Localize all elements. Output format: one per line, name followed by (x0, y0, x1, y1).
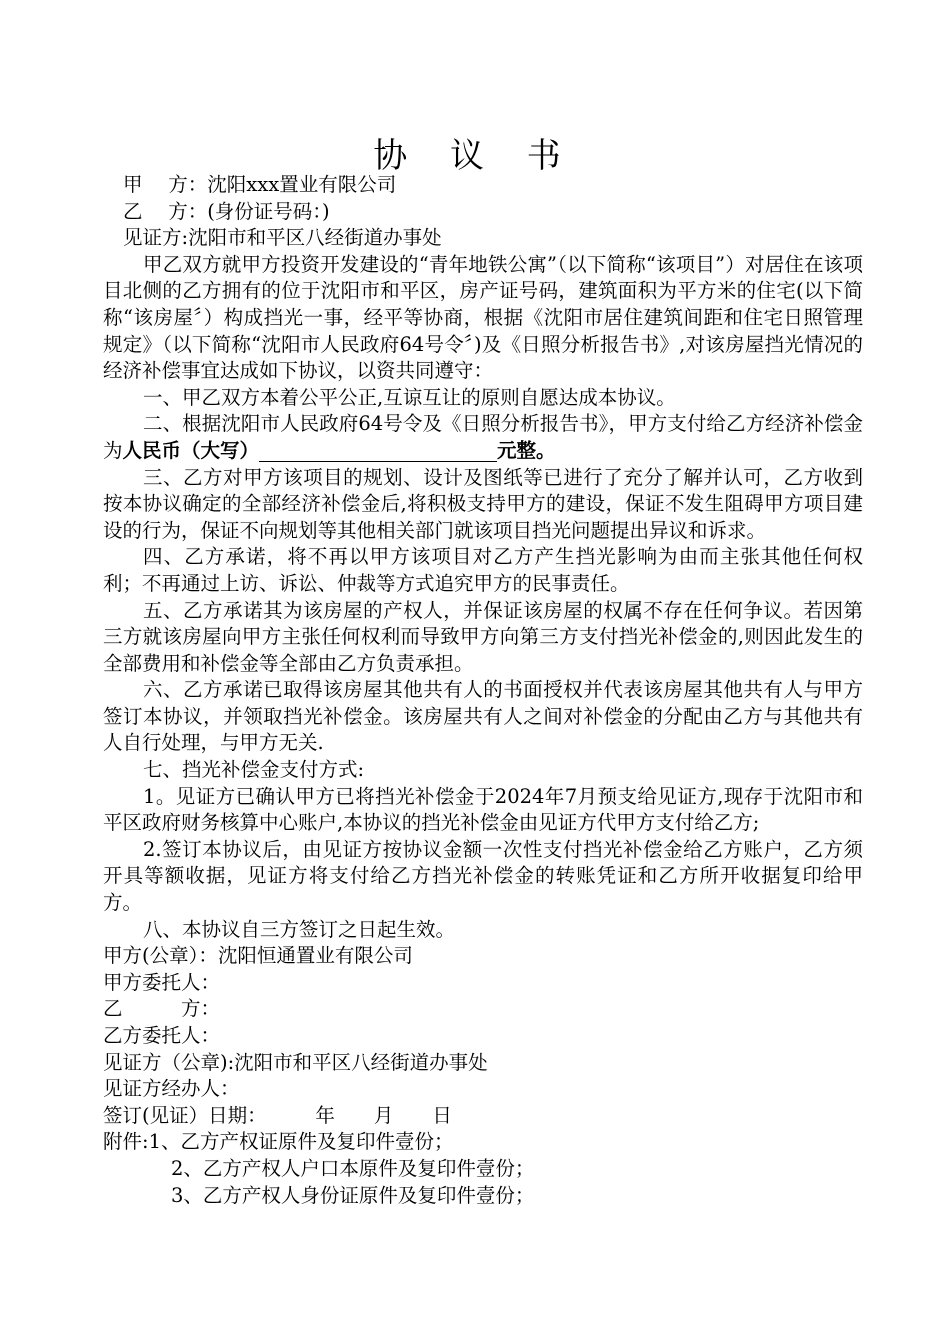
attachment-2: 2、乙方产权人户口本原件及复印件壹份； (171, 1156, 535, 1180)
witness-line: 见证方:沈阳市和平区八经街道办事处 (123, 226, 442, 250)
amount-suffix: 元整。 (497, 438, 556, 462)
party-a-seal-line: 甲方(公章）：沈阳恒通置业有限公司 (103, 944, 413, 968)
clause-1: 一、甲乙双方本着公平公正,互谅互让的原则自愿达成本协议。 (143, 385, 676, 409)
clause-7-1: 1。见证方已确认甲方已将挡光补偿金于2024年7月预支给见证方,现存于沈阳市和平区政府财务核算中心账户,本协议的挡光补偿金由见证方代甲方支付给乙方; (103, 784, 863, 835)
party-b-sign-line: 乙 方： (103, 997, 221, 1021)
sign-date-line: 签订(见证）日期： 年 月 日 (103, 1103, 452, 1127)
clause-5: 五、乙方承诺其为该房屋的产权人，并保证该房屋的权属不存在任何争议。若因第三方就该房屋向甲方主张任何权利而导致甲方向第三方支付挡光补偿金的,则因此发生的全部费用和补偿金等全部由乙方负责承担。 (103, 598, 863, 675)
clause-2-text: 二、根据沈阳市人民政府64号令及《日照分析报告书》，甲方支付给乙方经济补偿金为 (103, 412, 863, 462)
clause-3: 三、乙方对甲方该项目的规划、设计及图纸等已进行了充分了解并认可，乙方收到按本协议确定的全部经济补偿金后,将积极支持甲方的建设，保证不发生阻碍甲方项目建设的行为，保证不向规划等其他相关部门就该项目挡光问题提出异议和诉求。 (103, 465, 863, 542)
clause-7: 七、挡光补偿金支付方式: (143, 758, 365, 782)
amount-blank (259, 439, 497, 462)
clause-2 (103, 411, 863, 464)
clause-6: 六、乙方承诺已取得该房屋其他共有人的书面授权并代表该房屋其他共有人与甲方签订本协议，并领取挡光补偿金。该房屋共有人之间对补偿金的分配由乙方与其他共有人自行处理，与甲方无关. (103, 678, 863, 755)
witness-seal-line: 见证方（公章):沈阳市和平区八经街道办事处 (103, 1050, 488, 1074)
attachment-3: 3、乙方产权人身份证原件及复印件壹份； (171, 1183, 535, 1207)
clause-7-2: 2.签订本协议后，由见证方按协议金额一次性支付挡光补偿金给乙方账户，乙方须开具等额收据，见证方将支付给乙方挡光补偿金的转账凭证和乙方所开收据复印给甲方。 (103, 837, 863, 915)
party-b-agent-line: 乙方委托人： (103, 1024, 221, 1047)
document-body (103, 172, 863, 1209)
amount-label: 人民币（大写） (122, 438, 260, 462)
party-b-line: 乙 方：(身份证号码：) (123, 199, 330, 223)
party-a-agent-line: 甲方委托人： (103, 970, 221, 994)
intro-paragraph: 甲乙双方就甲方投资开发建设的“青年地铁公寓”（以下简称“该项目”）对居住在该项目北侧的乙方拥有的位于沈阳市和平区，房产证号码，建筑面积为平方米的住宅(以下简称“该房屋〞）构成挡光一事，经平等协商，根据《沈阳市居住建筑间距和住宅日照管理规定》（以下简称“沈阳市人民政府64号令〞)及《日照分析报告书》,对该房屋挡光情况的经济补偿事宜达成如下协议，以资共同遵守： (103, 252, 863, 383)
party-a-line: 甲 方：沈阳xxx置业有限公司 (123, 173, 397, 196)
attachment-1: 附件:1、乙方产权证原件及复印件壹份； (103, 1130, 454, 1154)
witness-agent-line: 见证方经办人： (103, 1077, 240, 1101)
document-title: 协 议 书 (373, 136, 577, 176)
clause-4: 四、乙方承诺，将不再以甲方该项目对乙方产生挡光影响为由而主张其他任何权利；不再通过上访、诉讼、仲裁等方式追究甲方的民事责任。 (103, 545, 863, 595)
clause-8: 八、本协议自三方签订之日起生效。 (143, 917, 456, 941)
